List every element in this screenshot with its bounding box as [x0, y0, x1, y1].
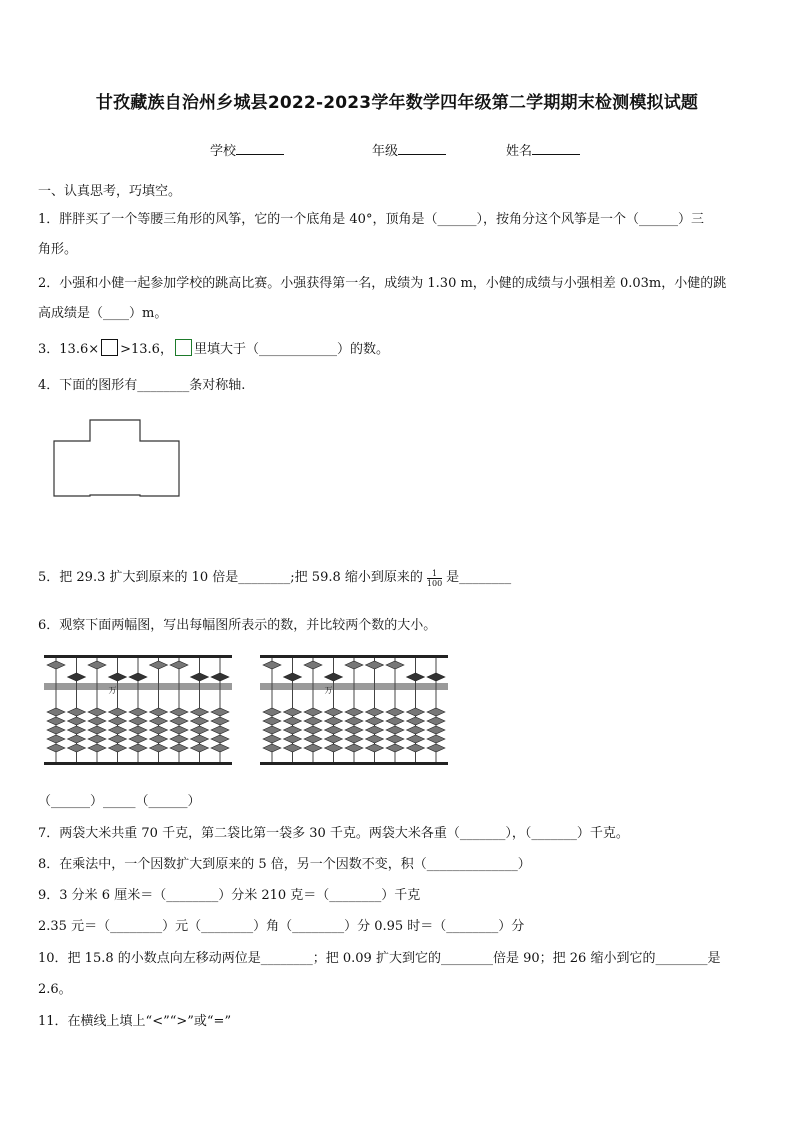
- lower-bead: [407, 708, 425, 716]
- question-7: 7．两袋大米共重 70 千克，第二袋比第一袋多 30 千克。两袋大米各重（_______），（_______）千克。: [38, 826, 629, 841]
- question-6-answer-line[interactable]: （______）_____（______）: [38, 794, 201, 809]
- lower-bead: [211, 708, 229, 716]
- lower-bead: [263, 735, 281, 743]
- lower-bead: [325, 726, 343, 734]
- lower-bead: [263, 717, 281, 725]
- lower-bead: [345, 726, 363, 734]
- lower-bead: [68, 717, 86, 725]
- lower-bead: [366, 708, 384, 716]
- lower-bead: [284, 744, 302, 752]
- lower-bead: [427, 717, 445, 725]
- lower-bead: [129, 717, 147, 725]
- lower-bead: [68, 708, 86, 716]
- upper-bead: [407, 673, 425, 681]
- lower-bead: [191, 726, 209, 734]
- lower-bead: [211, 735, 229, 743]
- lower-bead: [170, 744, 188, 752]
- abacus-top-frame: [44, 655, 232, 658]
- page-title: 甘孜藏族自治州乡城县2022-2023学年数学四年级第二学期期末检测模拟试题: [95, 93, 699, 113]
- upper-bead: [47, 661, 65, 669]
- question-11: 11．在横线上填上“<”“>”或“=”: [38, 1014, 232, 1029]
- lower-bead: [109, 726, 127, 734]
- cross-outline: [54, 420, 179, 496]
- question-8: 8．在乘法中，一个因数扩大到原来的 5 倍，另一个因数不变，积（______________）: [38, 857, 531, 872]
- lower-bead: [211, 744, 229, 752]
- lower-bead: [284, 735, 302, 743]
- grade-blank[interactable]: [398, 142, 446, 155]
- lower-bead: [150, 726, 168, 734]
- lower-bead: [109, 717, 127, 725]
- school-label: 学校: [210, 144, 237, 159]
- lower-bead: [170, 735, 188, 743]
- upper-bead: [211, 673, 229, 681]
- upper-bead: [366, 661, 384, 669]
- lower-bead: [304, 726, 322, 734]
- lower-bead: [366, 717, 384, 725]
- lower-bead: [150, 708, 168, 716]
- lower-bead: [88, 708, 106, 716]
- question-1-line-2: 角形。: [38, 242, 78, 257]
- lower-bead: [366, 726, 384, 734]
- question-5-part-2: 是________: [446, 570, 512, 585]
- lower-bead: [263, 726, 281, 734]
- lower-bead: [170, 726, 188, 734]
- lower-bead: [191, 717, 209, 725]
- lower-bead: [407, 717, 425, 725]
- lower-bead: [325, 717, 343, 725]
- cross-shape-figure: [50, 415, 184, 501]
- question-3: [38, 338, 389, 357]
- lower-bead: [304, 735, 322, 743]
- lower-bead: [47, 726, 65, 734]
- lower-bead: [345, 735, 363, 743]
- upper-bead: [284, 673, 302, 681]
- upper-bead: [304, 661, 322, 669]
- upper-bead: [129, 673, 147, 681]
- lower-bead: [191, 708, 209, 716]
- lower-bead: [427, 744, 445, 752]
- lower-bead: [386, 735, 404, 743]
- lower-bead: [386, 744, 404, 752]
- question-6: 6．观察下面两幅图，写出每幅图所表示的数，并比较两个数的大小。: [38, 618, 437, 633]
- lower-bead: [304, 744, 322, 752]
- upper-bead: [386, 661, 404, 669]
- question-2-line-1: 2．小强和小健一起参加学校的跳高比赛。小强获得第一名，成绩为 1.30 m，小健的成绩与小强相差 0.03m，小健的跳: [38, 276, 727, 291]
- upper-bead: [170, 661, 188, 669]
- abacus-bottom-frame: [260, 762, 448, 765]
- lower-bead: [211, 726, 229, 734]
- lower-bead: [325, 744, 343, 752]
- question-3-prefix: 3．13.6×: [38, 342, 100, 357]
- abacus-right: [260, 652, 448, 768]
- lower-bead: [109, 735, 127, 743]
- fraction-one-hundredth: [427, 569, 442, 588]
- fraction-numerator: 1: [427, 569, 442, 579]
- lower-bead: [68, 726, 86, 734]
- lower-bead: [129, 744, 147, 752]
- lower-bead: [129, 726, 147, 734]
- lower-bead: [88, 717, 106, 725]
- lower-bead: [427, 708, 445, 716]
- lower-bead: [150, 744, 168, 752]
- lower-bead: [191, 735, 209, 743]
- question-5: [38, 566, 511, 588]
- lower-bead: [386, 726, 404, 734]
- lower-bead: [366, 735, 384, 743]
- lower-bead: [304, 708, 322, 716]
- lower-bead: [427, 735, 445, 743]
- lower-bead: [68, 735, 86, 743]
- lower-bead: [170, 708, 188, 716]
- answer-box-reference: [175, 339, 192, 356]
- abacus-place-label: 万: [108, 686, 117, 695]
- question-2-line-2: 高成绩是（____）m。: [38, 306, 168, 321]
- lower-bead: [263, 744, 281, 752]
- lower-bead: [263, 708, 281, 716]
- lower-bead: [284, 717, 302, 725]
- upper-bead: [109, 673, 127, 681]
- fraction-denominator: 100: [426, 579, 443, 588]
- lower-bead: [325, 735, 343, 743]
- lower-bead: [88, 726, 106, 734]
- lower-bead: [150, 717, 168, 725]
- lower-bead: [47, 708, 65, 716]
- section-1-heading: 一、认真思考，巧填空。: [38, 184, 182, 199]
- question-4: 4．下面的图形有________条对称轴.: [38, 378, 246, 393]
- name-field: [506, 140, 580, 159]
- upper-bead: [427, 673, 445, 681]
- lower-bead: [284, 708, 302, 716]
- name-label: 姓名: [506, 144, 533, 159]
- lower-bead: [325, 708, 343, 716]
- upper-bead: [68, 673, 86, 681]
- lower-bead: [88, 744, 106, 752]
- abacus-place-label: 万: [324, 686, 333, 695]
- grade-label: 年级: [372, 144, 399, 159]
- upper-bead: [263, 661, 281, 669]
- lower-bead: [386, 717, 404, 725]
- question-10-line-1: 10．把 15.8 的小数点向左移动两位是________；把 0.09 扩大到它的________倍是 90；把 26 缩小到它的________是: [38, 951, 721, 966]
- abacus-top-frame: [260, 655, 448, 658]
- upper-bead: [325, 673, 343, 681]
- lower-bead: [47, 744, 65, 752]
- question-10-line-2: 2.6。: [38, 982, 72, 997]
- upper-bead: [150, 661, 168, 669]
- upper-bead: [88, 661, 106, 669]
- lower-bead: [211, 717, 229, 725]
- lower-bead: [47, 717, 65, 725]
- abacus-left: [44, 652, 232, 768]
- abacus-bottom-frame: [44, 762, 232, 765]
- lower-bead: [68, 744, 86, 752]
- lower-bead: [129, 708, 147, 716]
- lower-bead: [407, 744, 425, 752]
- lower-bead: [109, 708, 127, 716]
- lower-bead: [191, 744, 209, 752]
- lower-bead: [88, 735, 106, 743]
- grade-field: [372, 140, 446, 159]
- lower-bead: [386, 708, 404, 716]
- lower-bead: [284, 726, 302, 734]
- lower-bead: [366, 744, 384, 752]
- question-3-middle: >13.6，: [120, 342, 173, 357]
- lower-bead: [345, 744, 363, 752]
- name-blank[interactable]: [532, 142, 580, 155]
- lower-bead: [150, 735, 168, 743]
- lower-bead: [304, 717, 322, 725]
- question-1-line-1: 1．胖胖买了一个等腰三角形的风筝，它的一个底角是 40°，顶角是（______），按角分这个风筝是一个（______）三: [38, 212, 704, 227]
- upper-bead: [191, 673, 209, 681]
- school-blank[interactable]: [236, 142, 284, 155]
- lower-bead: [109, 744, 127, 752]
- lower-bead: [47, 735, 65, 743]
- upper-bead: [345, 661, 363, 669]
- lower-bead: [407, 735, 425, 743]
- lower-bead: [170, 717, 188, 725]
- lower-bead: [345, 708, 363, 716]
- school-field: [210, 140, 284, 159]
- lower-bead: [407, 726, 425, 734]
- question-9-line-2: 2.35 元＝（________）元（________）角（________）分 0.95 时＝（________）分: [38, 919, 525, 934]
- question-3-suffix: 里填大于（____________）的数。: [193, 342, 389, 357]
- question-5-part-1: 5．把 29.3 扩大到原来的 10 倍是________;把 59.8 缩小到原来的: [38, 570, 423, 585]
- question-9-line-1: 9．3 分米 6 厘米＝（________）分米 210 克＝（________）千克: [38, 888, 421, 903]
- lower-bead: [345, 717, 363, 725]
- answer-box[interactable]: [101, 339, 118, 356]
- lower-bead: [427, 726, 445, 734]
- lower-bead: [129, 735, 147, 743]
